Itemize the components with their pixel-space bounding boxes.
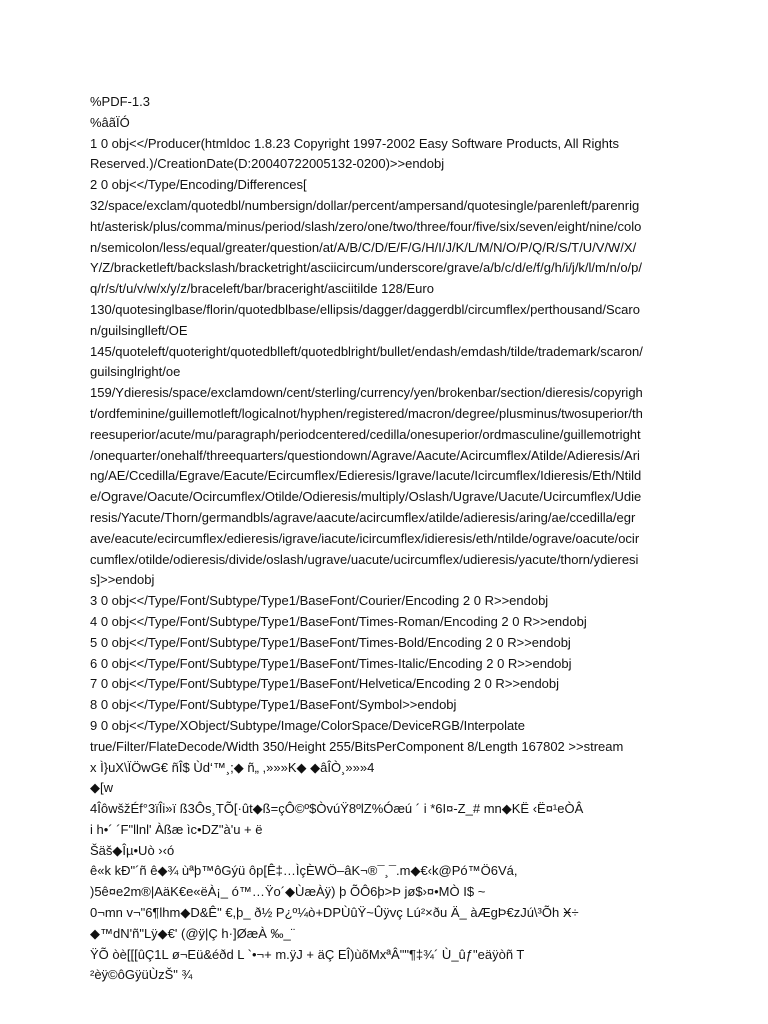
text-line: t/ordfeminine/guillemotleft/logicalnot/hyphen/registered/macron/degree/plusminus/twosuperior/th <box>90 405 643 421</box>
text-line: %âãÏÓ <box>90 114 130 130</box>
text-line: Šäš◆Îµ•Uò ›‹ó <box>90 842 175 858</box>
text-line: 7 0 obj<</Type/Font/Subtype/Type1/BaseFont/Helvetica/Encoding 2 0 R>>endobj <box>90 676 560 692</box>
text-line: ◆™dN'ñ"Lÿ◆€' (@ÿ|Ç h·]ØæÀ ‰_¨ <box>90 925 296 941</box>
text-line: 6 0 obj<</Type/Font/Subtype/Type1/BaseFont/Times-Italic/Encoding 2 0 R>>endobj <box>90 655 572 671</box>
text-line: 9 0 obj<</Type/XObject/Subtype/Image/ColorSpace/DeviceRGB/Interpolate <box>90 717 526 733</box>
text-line: reesuperior/acute/mu/paragraph/periodcentered/cedilla/onesuperior/ordmasculine/guillemotright <box>90 426 641 442</box>
text-line: ŸÕ òè[[[ûÇ1L ø¬Eü&éðd L `•¬+ m.ÿJ + äÇ EÎ)ùõMxªÂ""¶‡¾´ Ù_ûƒ"eäÿòñ T <box>90 946 525 962</box>
text-line: Y/Z/bracketleft/backslash/bracketright/asciicircum/underscore/grave/a/b/c/d/e/f/g/h/i/j/k/l/m/n/o/p/ <box>90 260 643 276</box>
document-text <box>90 92 678 986</box>
text-line: ht/asterisk/plus/comma/minus/period/slash/zero/one/two/three/four/five/six/seven/eight/nine/colo <box>90 218 642 234</box>
text-line: Reserved.)/CreationDate(D:20040722005132-0200)>>endobj <box>90 156 445 172</box>
text-line: 1 0 obj<</Producer(htmldoc 1.8.23 Copyright 1997-2002 Easy Software Products, All Rights <box>90 135 619 151</box>
text-line: 159/Ydieresis/space/exclamdown/cent/sterling/currency/yen/brokenbar/section/dieresis/copyrigh <box>90 385 643 401</box>
text-line: 2 0 obj<</Type/Encoding/Differences[ <box>90 177 307 193</box>
text-line: e/Ograve/Oacute/Ocircumflex/Otilde/Odieresis/multiply/Oslash/Ugrave/Uacute/Ucircumflex/Udie <box>90 489 642 505</box>
text-line: s]>>endobj <box>90 572 155 588</box>
text-line: %PDF-1.3 <box>90 94 150 109</box>
text-line: n/guilsinglleft/OE <box>90 322 188 338</box>
text-line: ê«k kÐ"´ñ ê◆¾ ùªþ™ôGýü ôp[Ê‡…ÌçÈWÖ–âK¬®¯¸¯.m◆€‹k@Pó™Ö6Vá, <box>90 863 518 879</box>
text-line: ◆[w <box>90 780 113 796</box>
text-line: i h•´ ´F"llnl' Àßæ ìc•DZ"à'u + ë <box>90 821 263 837</box>
text-line: 145/quoteleft/quoteright/quotedblleft/quotedblright/bullet/endash/emdash/tilde/trademark/scaron/ <box>90 343 643 359</box>
text-line: n/semicolon/less/equal/greater/question/at/A/B/C/D/E/F/G/H/I/J/K/L/M/N/O/P/Q/R/S/T/U/V/W/X/ <box>90 239 637 255</box>
text-line: 130/quotesinglbase/florin/quotedblbase/ellipsis/dagger/daggerdbl/circumflex/perthousand/Scaro <box>90 301 640 317</box>
text-line: x Ì}uX\ÏÖwG€ ñÎ$ Ùd‘™¸;◆ ñ„ ,»»»K◆ ◆âÎÒ¸»»»4 <box>90 759 375 775</box>
text-line: 5 0 obj<</Type/Font/Subtype/Type1/BaseFont/Times-Bold/Encoding 2 0 R>>endobj <box>90 634 571 650</box>
text-line: /onequarter/onehalf/threequarters/questiondown/Agrave/Aacute/Acircumflex/Atilde/Adieresis/Ari <box>90 447 640 463</box>
text-line: 8 0 obj<</Type/Font/Subtype/Type1/BaseFont/Symbol>>endobj <box>90 697 457 713</box>
text-line: guilsinglright/oe <box>90 364 181 380</box>
text-line: 0¬mn v¬"6¶lhm◆D&Ê" €,þ_ ð½ P¿º¼ò+DPÙûŸ~Ûÿvç Lú²×ðu Ä_ àÆgÞ€zJú\³Õh Ӿ÷ <box>90 905 579 921</box>
text-line: 32/space/exclam/quotedbl/numbersign/dollar/percent/ampersand/quotesingle/parenleft/parenrig <box>90 197 640 213</box>
text-line: 4ÎôwšžÉf°3ïÎi»ï ß3Ôs¸TÕ[·ût◆ß=çÔ©º$ÒvúŸ8ºlZ%Óæú ´ i *6I¤-Z_# mn◆KË ‹Ë¤¹eÒÂ <box>90 801 584 817</box>
text-line: true/Filter/FlateDecode/Width 350/Height 255/BitsPerComponent 8/Length 167802 >>stream <box>90 738 624 754</box>
text-line: ave/eacute/ecircumflex/edieresis/igrave/iacute/icircumflex/idieresis/eth/ntilde/ograve/oacute/ocir <box>90 530 640 546</box>
text-line: ng/AE/Ccedilla/Egrave/Eacute/Ecircumflex/Edieresis/Igrave/Iacute/Icircumflex/Idieresis/Eth/Ntild <box>90 468 642 484</box>
text-line: ²èÿ©ôGÿüÙzŠ" ¾ <box>90 967 193 983</box>
text-line: q/r/s/t/u/v/w/x/y/z/braceleft/bar/braceright/asciitilde 128/Euro <box>90 281 434 297</box>
text-line: 3 0 obj<</Type/Font/Subtype/Type1/BaseFont/Courier/Encoding 2 0 R>>endobj <box>90 593 549 609</box>
text-line: 4 0 obj<</Type/Font/Subtype/Type1/BaseFont/Times-Roman/Encoding 2 0 R>>endobj <box>90 613 587 629</box>
text-line: resis/Yacute/Thorn/germandbls/agrave/aacute/acircumflex/atilde/adieresis/aring/ae/ccedilla/egr <box>90 509 636 525</box>
text-line: )5ê¤e2m®|AäK€e«ëÀ¡_ ó™…Ÿo´◆ÙæÀÿ) þ ÕÔ6þ>Þ jø$›¤•MÒ I$ ~ <box>90 884 486 900</box>
text-line: cumflex/otilde/odieresis/divide/oslash/ugrave/uacute/ucircumflex/udieresis/yacute/thorn/ydieresi <box>90 551 639 567</box>
